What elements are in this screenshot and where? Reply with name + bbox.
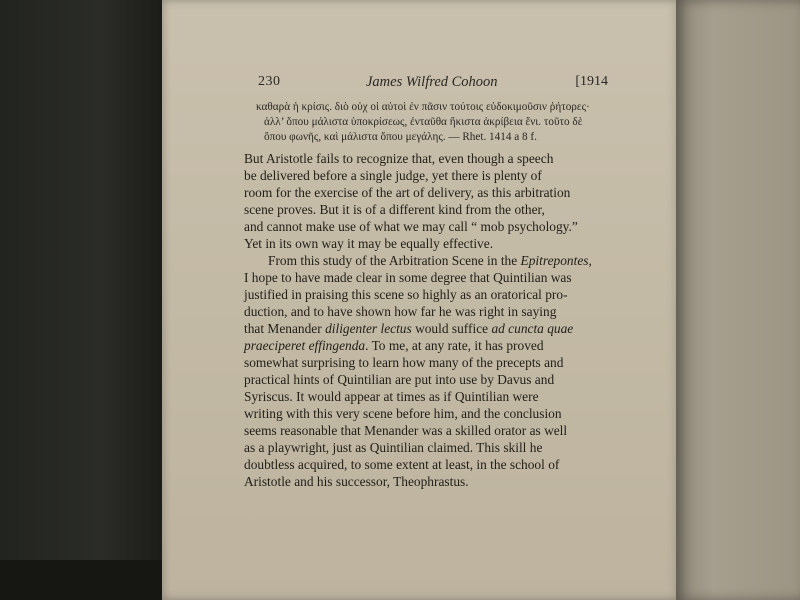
italic-phrase: diligenter lectus <box>325 321 412 336</box>
page-number: 230 <box>258 74 281 89</box>
text-line: somewhat surprising to learn how many of the precepts and <box>244 355 564 370</box>
text-line: But Aristotle fails to recognize that, even though a speech <box>244 151 554 166</box>
italic-phrase: praeciperet effingenda <box>244 338 366 353</box>
greek-quotation <box>256 100 612 145</box>
italic-title: Epitrepontes, <box>520 253 592 268</box>
text-line: as a playwright, just as Quintilian claimed. This skill he <box>244 440 543 455</box>
text-line <box>244 252 604 269</box>
running-title: James Wilfred Cohoon <box>366 74 498 90</box>
facing-page-edge <box>676 0 800 600</box>
text-line: Syriscus. It would appear at times as if Quintilian were <box>244 389 539 404</box>
text-line: be delivered before a single judge, yet there is plenty of <box>244 168 542 183</box>
italic-phrase: ad cuncta quae <box>491 321 574 336</box>
page-header <box>258 74 618 94</box>
text-line: seems reasonable that Menander was a skilled orator as well <box>244 423 568 438</box>
text-line: and cannot make use of what we may call “ mob psychology.” <box>244 219 578 234</box>
text-span: From this study of the Arbitration Scene in the <box>268 253 521 268</box>
quote-line: ἀλλ’ ὅπου μάλιστα ὑποκρίσεως, ἐνταῦθα ἥκιστα ἀκρίβεια ἔνι. τοῦτο δὲ <box>264 116 583 128</box>
text-line: Aristotle and his successor, Theophrastus. <box>244 474 469 489</box>
text-line: I hope to have made clear in some degree that Quintilian was <box>244 270 572 285</box>
text-span: would suffice <box>411 321 492 336</box>
text-line: justified in praising this scene so highly as an oratorical pro- <box>244 287 568 302</box>
text-line <box>244 320 604 337</box>
header-year: [1914 <box>575 74 608 89</box>
text-line: practical hints of Quintilian are put into use by Davus and <box>244 372 555 387</box>
text-line: duction, and to have shown how far he was right in saying <box>244 304 557 319</box>
text-span: that Menander <box>244 321 326 336</box>
text-span: . To me, at any rate, it has proved <box>365 338 544 353</box>
background-left <box>0 0 170 600</box>
text-line: writing with this very scene before him, and the conclusion <box>244 406 562 421</box>
text-line: scene proves. But it is of a different kind from the other, <box>244 202 545 217</box>
quote-line: ὅπου φωνῆς, καὶ μάλιστα ὅπου μεγάλης. — Rhet. 1414 a 8 f. <box>264 131 537 143</box>
text-line <box>244 337 604 354</box>
text-line: room for the exercise of the art of delivery, as this arbitration <box>244 185 571 200</box>
text-line: doubtless acquired, to some extent at least, in the school of <box>244 457 560 472</box>
quote-line: καθαρὰ ἡ κρίσις. διὸ οὐχ οἱ αὐτοὶ ἐν πᾶσιν τούτοις εὐδοκιμοῦσιν ῥήτορες· <box>256 101 590 113</box>
body-text <box>244 150 604 490</box>
text-line: Yet in its own way it may be equally effective. <box>244 236 494 251</box>
